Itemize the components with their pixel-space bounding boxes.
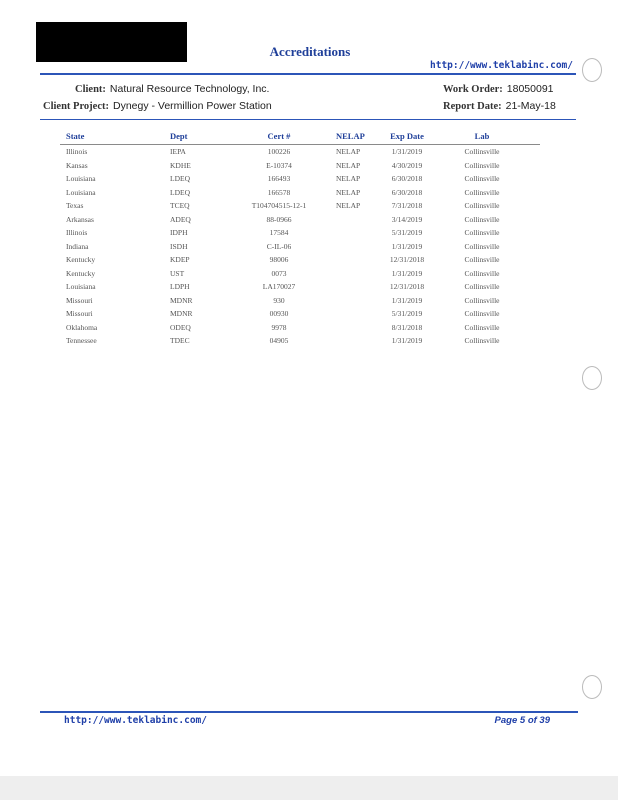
report-date-info: [443, 100, 556, 112]
cell-exp-date: 1/31/2019: [391, 147, 423, 156]
header-state: State: [66, 131, 85, 141]
cell-state: Arkansas: [66, 214, 94, 224]
cell-state: Louisiana: [66, 174, 96, 183]
footer-url-link[interactable]: http://www.teklabinc.com/: [64, 715, 207, 726]
cell-cert: 17584: [269, 228, 289, 237]
table-body: [60, 145, 540, 348]
cell-state: Indiana: [66, 241, 89, 251]
table-row: [60, 159, 540, 173]
work-order-value: 18050091: [506, 83, 554, 95]
cell-lab: Collinsville: [464, 201, 500, 210]
table-row: [60, 145, 540, 159]
accreditations-table: [60, 130, 540, 348]
cell-state: Kentucky: [66, 255, 96, 264]
header-url-link[interactable]: http://www.teklabinc.com/: [430, 60, 573, 71]
table-row: [60, 240, 540, 254]
cell-lab: Collinsville: [464, 241, 500, 251]
table-row: [60, 267, 540, 281]
cell-cert: T104704515-12-1: [251, 201, 307, 210]
cell-dept: KDHE: [170, 160, 191, 170]
cell-dept: MDNR: [170, 295, 193, 305]
cell-cert: 9978: [271, 322, 287, 332]
cell-cert: LA170027: [262, 282, 296, 291]
table-row: [60, 334, 540, 348]
table-row: [60, 172, 540, 186]
cell-state: Oklahoma: [66, 322, 98, 332]
page-number: Page 5 of 39: [494, 715, 550, 726]
cell-lab: Collinsville: [464, 282, 500, 291]
cell-state: Missouri: [66, 295, 93, 305]
cell-dept: ISDH: [170, 241, 188, 251]
header-cert: Cert #: [267, 131, 291, 141]
redacted-logo: [36, 22, 187, 62]
cell-cert: 00930: [269, 309, 289, 318]
cell-exp-date: 4/30/2019: [391, 160, 423, 170]
table-row: [60, 280, 540, 294]
footer-divider: [40, 711, 578, 713]
table-row: [60, 226, 540, 240]
cell-dept: LDEQ: [170, 174, 190, 183]
cell-state: Missouri: [66, 309, 93, 318]
cell-nelap: NELAP: [336, 147, 361, 156]
cell-lab: Collinsville: [464, 336, 500, 345]
cell-nelap: NELAP: [336, 174, 361, 183]
cell-exp-date: 3/14/2019: [391, 214, 423, 224]
cell-dept: LDEQ: [170, 187, 190, 197]
cell-cert: 100226: [267, 147, 291, 156]
table-row: [60, 199, 540, 213]
client-project-info: [43, 100, 272, 112]
cell-lab: Collinsville: [464, 268, 500, 278]
cell-lab: Collinsville: [464, 228, 500, 237]
cell-exp-date: 1/31/2019: [391, 295, 423, 305]
header-divider: [40, 73, 576, 75]
client-value: Natural Resource Technology, Inc.: [109, 83, 270, 95]
cell-state: Illinois: [66, 147, 88, 156]
cell-state: Illinois: [66, 228, 88, 237]
cell-nelap: NELAP: [336, 201, 361, 210]
cell-nelap: NELAP: [336, 187, 361, 197]
cell-lab: Collinsville: [464, 295, 500, 305]
header-lab: Lab: [474, 131, 490, 141]
cell-cert: 04905: [269, 336, 289, 345]
cell-nelap: NELAP: [336, 160, 361, 170]
cell-lab: Collinsville: [464, 147, 500, 156]
table-row: [60, 253, 540, 267]
cell-cert: 98006: [269, 255, 289, 264]
cell-cert: 0073: [271, 268, 287, 278]
cell-lab: Collinsville: [464, 214, 500, 224]
cell-exp-date: 12/31/2018: [389, 282, 425, 291]
header-nelap: NELAP: [336, 131, 365, 141]
binder-hole: [582, 366, 602, 390]
cell-exp-date: 6/30/2018: [391, 187, 423, 197]
cell-exp-date: 7/31/2018: [391, 201, 423, 210]
cell-state: Kansas: [66, 160, 88, 170]
table-row: [60, 307, 540, 321]
cell-state: Louisiana: [66, 282, 96, 291]
cell-cert: 166578: [267, 187, 291, 197]
page-title: Accreditations: [269, 44, 351, 59]
table-header: [60, 130, 540, 145]
binder-hole: [582, 675, 602, 699]
client-project-label: Client Project:: [43, 101, 109, 112]
cell-dept: TCEQ: [170, 201, 190, 210]
client-info: [75, 83, 269, 95]
cell-lab: Collinsville: [464, 160, 500, 170]
cell-dept: KDEP: [170, 255, 190, 264]
cell-dept: IEPA: [170, 147, 186, 156]
cell-dept: LDPH: [170, 282, 190, 291]
cell-dept: UST: [170, 268, 185, 278]
cell-state: Louisiana: [66, 187, 96, 197]
cell-lab: Collinsville: [464, 255, 500, 264]
cell-state: Tennessee: [66, 336, 97, 345]
cell-cert: 166493: [267, 174, 291, 183]
cell-cert: 88-0966: [266, 214, 292, 224]
cell-exp-date: 1/31/2019: [391, 241, 423, 251]
table-row: [60, 213, 540, 227]
cell-cert: 930: [273, 295, 285, 305]
header-dept: Dept: [170, 131, 188, 141]
cell-dept: TDEC: [170, 336, 190, 345]
cell-exp-date: 8/31/2018: [391, 322, 423, 332]
cell-cert: E-10374: [266, 160, 292, 170]
cell-dept: ADEQ: [170, 214, 191, 224]
cell-exp-date: 5/31/2019: [391, 228, 423, 237]
cell-dept: IDPH: [170, 228, 188, 237]
cell-exp-date: 6/30/2018: [391, 174, 423, 183]
binder-hole: [582, 58, 602, 82]
work-order-label: Work Order:: [443, 84, 503, 95]
cell-lab: Collinsville: [464, 187, 500, 197]
cell-lab: Collinsville: [464, 322, 500, 332]
cell-exp-date: 1/31/2019: [391, 336, 423, 345]
cell-exp-date: 12/31/2018: [389, 255, 425, 264]
page-bottom-band: [0, 776, 618, 800]
work-order-info: [443, 83, 554, 95]
table-row: [60, 186, 540, 200]
report-date-value: 21-May-18: [505, 100, 556, 112]
client-project-value: Dynegy - Vermillion Power Station: [112, 100, 272, 112]
report-date-label: Report Date:: [443, 101, 502, 112]
client-label: Client:: [75, 84, 106, 95]
header-exp-date: Exp Date: [390, 131, 424, 141]
cell-dept: MDNR: [170, 309, 193, 318]
cell-lab: Collinsville: [464, 309, 500, 318]
cell-exp-date: 5/31/2019: [391, 309, 423, 318]
cell-exp-date: 1/31/2019: [391, 268, 423, 278]
cell-state: Texas: [66, 201, 84, 210]
cell-lab: Collinsville: [464, 174, 500, 183]
table-row: [60, 294, 540, 308]
cell-cert: C-IL-06: [266, 241, 292, 251]
cell-dept: ODEQ: [170, 322, 191, 332]
cell-state: Kentucky: [66, 268, 96, 278]
meta-divider: [40, 119, 576, 120]
table-row: [60, 321, 540, 335]
